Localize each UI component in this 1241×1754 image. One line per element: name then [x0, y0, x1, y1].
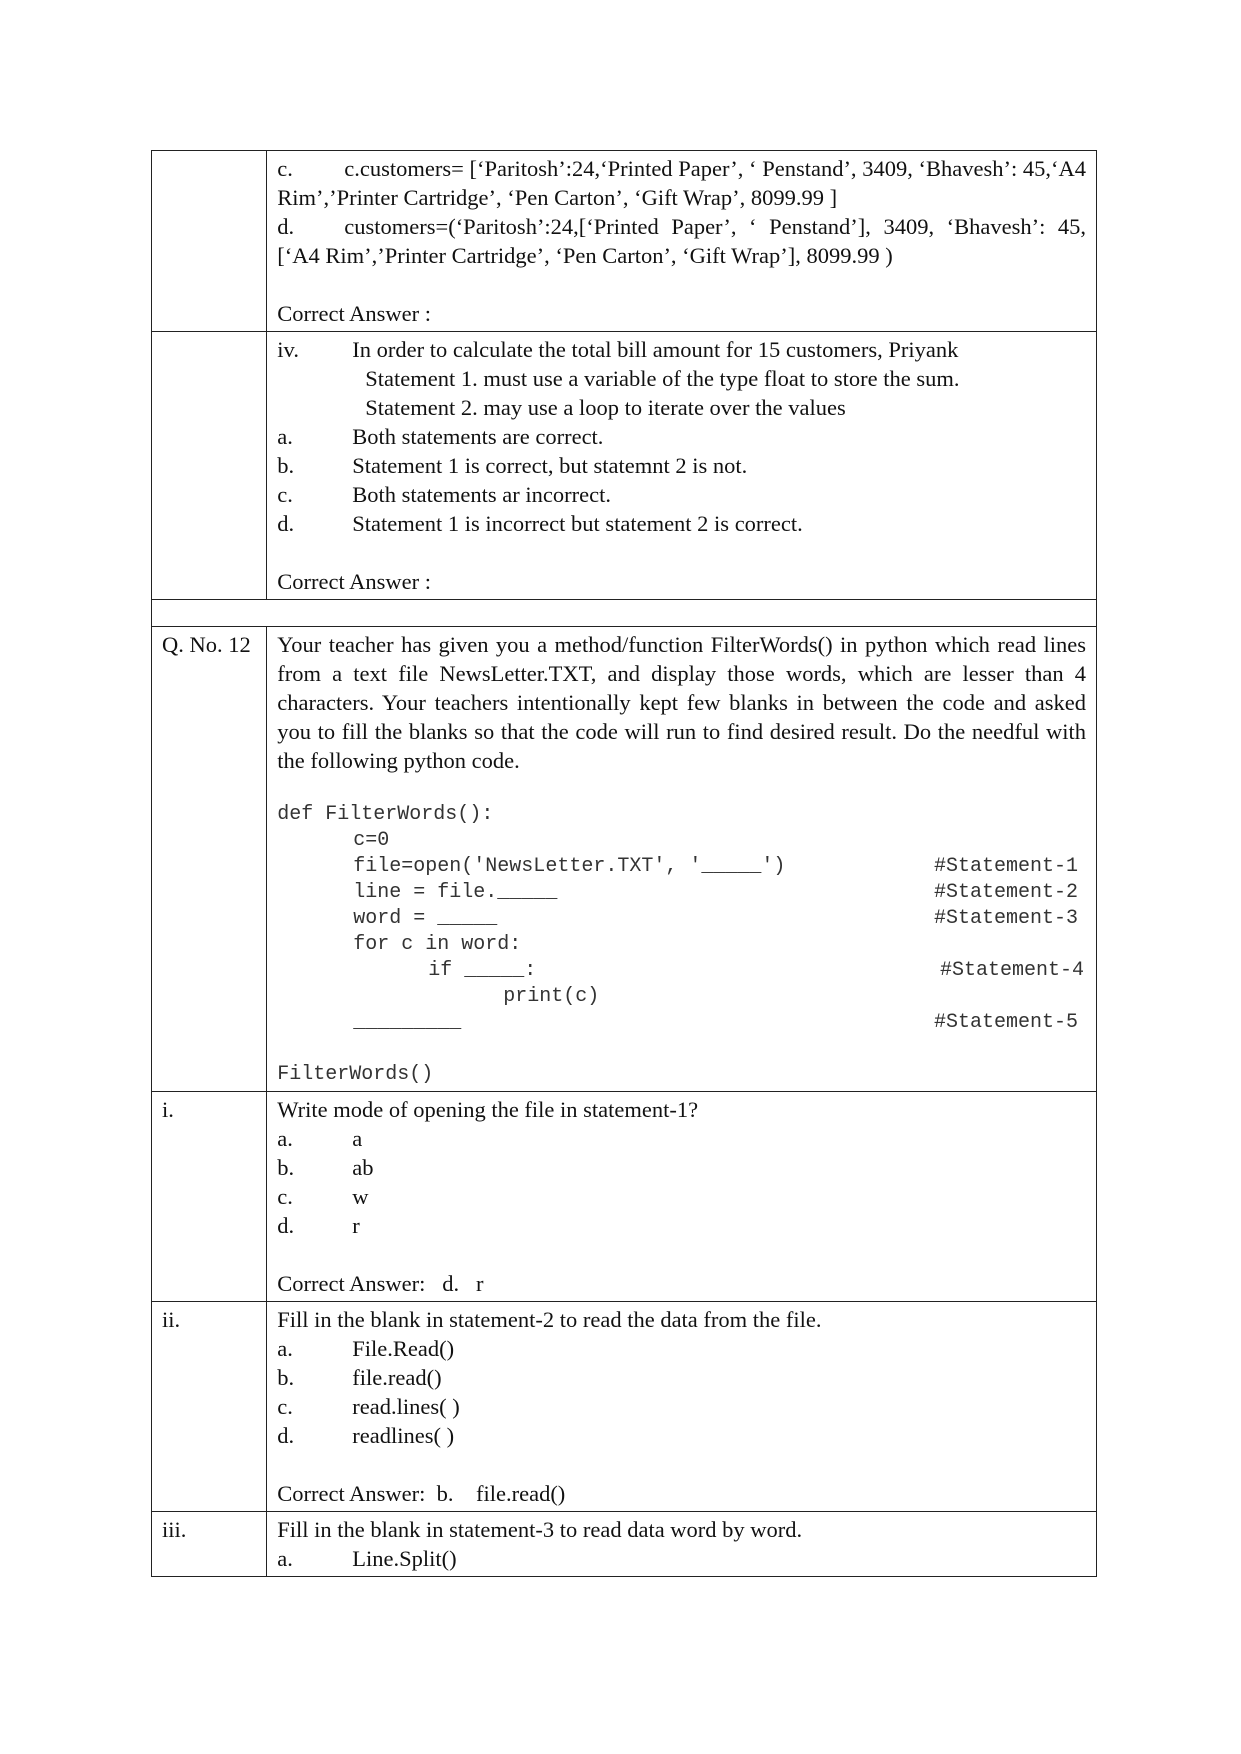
- option-text: r: [352, 1213, 360, 1238]
- option: [277, 1363, 1086, 1392]
- option: [277, 1421, 1086, 1450]
- option: [277, 1153, 1086, 1182]
- option: [277, 1334, 1086, 1363]
- option-text: Line.Split(): [352, 1546, 457, 1571]
- option-text: ab: [352, 1155, 374, 1180]
- code-comment: #Statement-4: [939, 959, 1084, 982]
- number-cell: [152, 332, 267, 600]
- content-cell: [267, 1302, 1097, 1512]
- option-text: a: [352, 1126, 363, 1151]
- question-table: [151, 150, 1097, 1577]
- option-label: a.: [277, 424, 293, 449]
- code-comment: #Statement-1: [933, 855, 1078, 878]
- option: [277, 1544, 1086, 1573]
- code-text: for c in word:: [353, 933, 522, 956]
- content-cell: [267, 332, 1097, 600]
- content-cell: [267, 627, 1097, 1092]
- option-label: a.: [277, 1546, 293, 1571]
- option-text: readlines( ): [352, 1423, 455, 1448]
- table-row: [152, 151, 1097, 332]
- code-text: _________: [353, 1011, 462, 1034]
- code-text: word = _____: [353, 907, 498, 930]
- option-text: c. c.customers= [‘Paritosh’:24,‘Printed Paper’, ‘ Penstand’, 3409, ‘Bhavesh’: 45,‘A4 Rim’,’Printer Cartridge’, ‘Pen Carton’, ‘Gift Wrap’, 8099.99 ]: [277, 156, 1086, 210]
- statement-text: Statement 2. may use a loop to iterate over the values: [365, 395, 846, 420]
- question-text: In order to calculate the total bill amount for 15 customers, Priyank: [352, 337, 959, 362]
- question-number: iv.: [277, 337, 299, 362]
- correct-answer: Correct Answer: d. r: [277, 1271, 484, 1296]
- option-label: d.: [277, 511, 295, 536]
- correct-answer: Correct Answer :: [277, 569, 431, 594]
- code-line: [277, 932, 1086, 958]
- code-line: [277, 1010, 1086, 1036]
- code-line: [277, 828, 1086, 854]
- spacer-row: [152, 600, 1097, 627]
- option-label: a.: [277, 1126, 293, 1151]
- option-label: b.: [277, 1365, 295, 1390]
- option-label: c.: [277, 1394, 293, 1419]
- code-comment: #Statement-5: [933, 1011, 1078, 1034]
- option-text: d. customers=(‘Paritosh’:24,[‘Printed Paper’, ‘ Penstand’], 3409, ‘Bhavesh’: 45,[‘A4 Rim’,’Printer Cartridge’, ‘Pen Carton’, ‘Gift Wrap’], 8099.99 ): [277, 214, 1086, 268]
- option-d: [277, 212, 1086, 270]
- option-text: w: [352, 1184, 369, 1209]
- number-cell: iii.: [152, 1512, 267, 1577]
- option-label: b.: [277, 453, 295, 478]
- option: [277, 509, 1086, 538]
- statement-text: Statement 1. must use a variable of the type float to store the sum.: [365, 366, 960, 391]
- option-label: d.: [277, 1213, 295, 1238]
- option-label: c.: [277, 1184, 293, 1209]
- code-block: [277, 802, 1086, 1088]
- spacer-cell: [152, 600, 1097, 627]
- question-iv: [277, 335, 1086, 364]
- option-text: Both statements are correct.: [352, 424, 604, 449]
- code-line: [277, 1062, 1086, 1088]
- code-text: file=open('NewsLetter.TXT', '_____'): [353, 855, 786, 878]
- option-label: b.: [277, 1155, 295, 1180]
- option: [277, 480, 1086, 509]
- option-label: d.: [277, 1423, 295, 1448]
- option: [277, 451, 1086, 480]
- table-row: [152, 1092, 1097, 1302]
- question-text: Fill in the blank in statement-2 to read the data from the file.: [277, 1307, 822, 1332]
- option-c: [277, 154, 1086, 212]
- option-text: file.read(): [352, 1365, 442, 1390]
- option: [277, 422, 1086, 451]
- code-text: line = file._____: [353, 881, 558, 904]
- code-text: FilterWords(): [277, 1063, 434, 1086]
- code-line: [277, 802, 1086, 828]
- option: [277, 1124, 1086, 1153]
- option: [277, 1392, 1086, 1421]
- content-cell: [267, 1512, 1097, 1577]
- table-row: [152, 1512, 1097, 1577]
- code-line: [277, 958, 1086, 984]
- correct-answer: Correct Answer :: [277, 301, 431, 326]
- content-cell: [267, 151, 1097, 332]
- table-row: [152, 1302, 1097, 1512]
- statement-2: [277, 393, 1086, 422]
- option: [277, 1182, 1086, 1211]
- code-comment: #Statement-3: [933, 907, 1078, 930]
- content-cell: [267, 1092, 1097, 1302]
- option-text: Statement 1 is correct, but statemnt 2 is not.: [352, 453, 748, 478]
- option-label-inline: c.: [277, 156, 293, 181]
- option-label: a.: [277, 1336, 293, 1361]
- option-label: c.: [277, 482, 293, 507]
- question-text: Write mode of opening the file in statement-1?: [277, 1097, 699, 1122]
- option-label-inline: d.: [277, 214, 295, 239]
- code-line: [277, 984, 1086, 1010]
- option: [277, 1211, 1086, 1240]
- code-text: def FilterWords():: [277, 803, 494, 826]
- table-row: [152, 332, 1097, 600]
- code-text: print(c): [503, 985, 600, 1008]
- code-line: [277, 1036, 1086, 1062]
- number-cell: ii.: [152, 1302, 267, 1512]
- code-line: [277, 880, 1086, 906]
- option-text: Both statements ar incorrect.: [352, 482, 611, 507]
- question-label-cell: Q. No. 12: [152, 627, 267, 1092]
- question-text: Fill in the blank in statement-3 to read data word by word.: [277, 1517, 803, 1542]
- statement-1: [277, 364, 1086, 393]
- correct-answer: Correct Answer: b. file.read(): [277, 1481, 566, 1506]
- option-text: read.lines( ): [352, 1394, 460, 1419]
- code-line: [277, 854, 1086, 880]
- table-row: [152, 627, 1097, 1092]
- option-text: File.Read(): [352, 1336, 455, 1361]
- code-comment: #Statement-2: [933, 881, 1078, 904]
- code-line: [277, 906, 1086, 932]
- code-text: if _____:: [428, 959, 537, 982]
- number-cell: i.: [152, 1092, 267, 1302]
- option-text: Statement 1 is incorrect but statement 2 is correct.: [352, 511, 803, 536]
- code-text: c=0: [353, 829, 390, 852]
- number-cell: [152, 151, 267, 332]
- question-text: Your teacher has given you a method/function FilterWords() in python which read lines from a text file NewsLetter.TXT, and display those words, which are lesser than 4 characters. Your teachers intentionally kept few blanks in between the code and asked you to fill the blanks so that the code will run to find desired result. Do the needful with the following python code.: [277, 632, 1086, 773]
